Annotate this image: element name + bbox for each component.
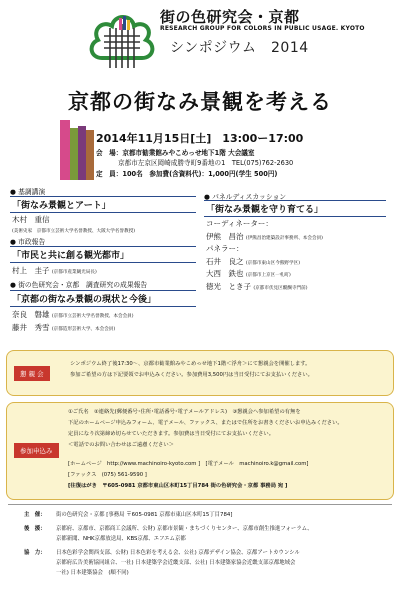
talk-title-panel: 「街なみ景観を守り育てる」 — [204, 200, 386, 217]
color-bar-green — [70, 128, 78, 180]
apply-badge: 参加申込み — [14, 443, 59, 458]
section-heading-report: ● 市政報告 — [10, 238, 46, 246]
footer-divider — [8, 504, 392, 505]
color-bar-pink — [60, 120, 70, 180]
section-heading-research: ● 街の色研究会・京都 調査研究の成果報告 — [10, 281, 148, 289]
org-name-en: RESEARCH GROUP FOR COLORS IN PUBLIC USAGE. KYOTO — [160, 25, 365, 32]
party-text-1: シンポジウム終了後17:30〜、京都市勧業館みやこめっせ地下1階＜浮舟＞にて懇親会を開催します。 — [70, 361, 311, 367]
venue-address: 京都市左京区岡崎成勝寺町9番地の1 TEL(075)762-2630 — [118, 159, 294, 167]
speaker-note: (美術史家 京都市立芸術大学名誉教授、大阪大学名誉教授) — [12, 229, 136, 234]
section-heading-keynote: ● 基調講演 — [10, 188, 46, 196]
speaker-name: 村上 圭子 (京都市産業観光局長) — [12, 266, 97, 275]
party-text-2: 参加ご希望の方は下記要領でお申込みください。参加費用3,500円は当日受付にてお支払いください。 — [70, 372, 313, 378]
apply-text-2: 下記のホームページ申込みフォーム、電子メール、ファックス、またはで住所をお書きくださいお申込みください。 — [68, 420, 343, 426]
color-bar-purple — [78, 126, 86, 180]
page-title: 京都の街なみ景観を考える — [68, 90, 332, 114]
apply-text-3: 定員になり次第締め切らせていただきます。参加費は当日受付にてお支払いください。 — [68, 431, 274, 437]
footer-label: 後 援： — [24, 526, 46, 532]
panelist-name: 大西 鉄也 (京都市上京区一札町) — [206, 269, 291, 278]
venue-line: 会 場：京都市勧業館みやこめっせ地下1階 大会議室 — [96, 149, 255, 157]
apply-post: [往復はがき 〒605-0981 京都市東山区本町15丁目784 街の色研究会・京都 事務局 宛 ] — [68, 483, 288, 489]
talk-title-report: 「市民と共に創る観光都市」 — [10, 246, 196, 263]
coordinator-label: コーディネーター： — [206, 219, 273, 228]
panelist-name: 徳光 とき子 (京都市伏見区醍醐寺門前) — [206, 282, 308, 291]
footer-text: 日本色彩学会関西支部、公財) 日本色彩を考える会、公社) 京都デザイン協会、京都アートカウンシル — [56, 550, 300, 556]
org-logo-icon — [88, 8, 156, 70]
footer-text: 京都新聞、NHK京都放送局、KBS京都、エフエム京都 — [56, 536, 186, 542]
apply-homepage[interactable]: [ホームページ http://www.machinoiro-kyoto.com ] [電子メール machinoiro.k@gmail.com] — [68, 461, 309, 467]
panelist-name: 石井 良之 (京都市東山区今熊野学区) — [206, 257, 301, 266]
footer-text: 一社) 日本建築協会 (順不同) — [56, 570, 129, 576]
party-badge: 懇 親 会 — [14, 366, 50, 381]
speaker-name: 木村 重信 — [12, 215, 50, 224]
footer-label: 主 催： — [24, 512, 46, 518]
panel-label: パネラー： — [206, 244, 244, 253]
speaker-name: 奈良 磐雄 (京都市立芸術大学名誉教授、本会会員) — [12, 310, 134, 319]
apply-fax: [ファックス (075) 561-9590 ] — [68, 472, 147, 478]
talk-title-research: 「京都の街なみ景観の現状と今後」 — [10, 290, 196, 307]
org-name-ja: 街の色研究会・京都 — [160, 8, 300, 26]
coordinator-name: 伊熊 昌治 (伊熊昌治建築設計事務所、本会会員) — [206, 232, 323, 241]
apply-text-1: ①ご氏名 ②連絡先(郵便番号･住所･電話番号･電子メールアドレス) ③懇親会へ参加希望の有無を — [68, 409, 301, 415]
footer-label: 協 力： — [24, 550, 46, 556]
speaker-name: 藤井 秀雪 (京都造形芸術大学、本会会員) — [12, 323, 116, 332]
event-date: 2014年11月15日[土] 13:00ー17:00 — [96, 132, 304, 145]
talk-title-keynote: 「街なみ景観とアート」 — [10, 196, 196, 213]
footer-text: 街の色研究会・京都 [事務局 〒605-0981 京都市東山区本町15丁目784] — [56, 512, 233, 518]
section-heading-panel: ● パネルディスカッション — [204, 193, 287, 201]
color-bar-brown — [86, 130, 94, 180]
symposium-label: シンポジウム 2014 — [170, 40, 309, 56]
footer-text: 京都府広告美術協同組合、一社) 日本建築学会近畿支部、公社) 日本建築家協会近畿支部京都地域会 — [56, 560, 296, 566]
capacity-line: 定 員：100名 参加費(含資料代)：1,000円(学生 500円) — [96, 170, 278, 178]
footer-text: 京都府、京都市、京都商工会議所、公財) 京都市景観・まちづくりセンター、京都市創生推進フォーラム、 — [56, 526, 313, 532]
apply-text-4: ＜電話でのお問い合わせはご遠慮ください＞ — [68, 442, 174, 448]
